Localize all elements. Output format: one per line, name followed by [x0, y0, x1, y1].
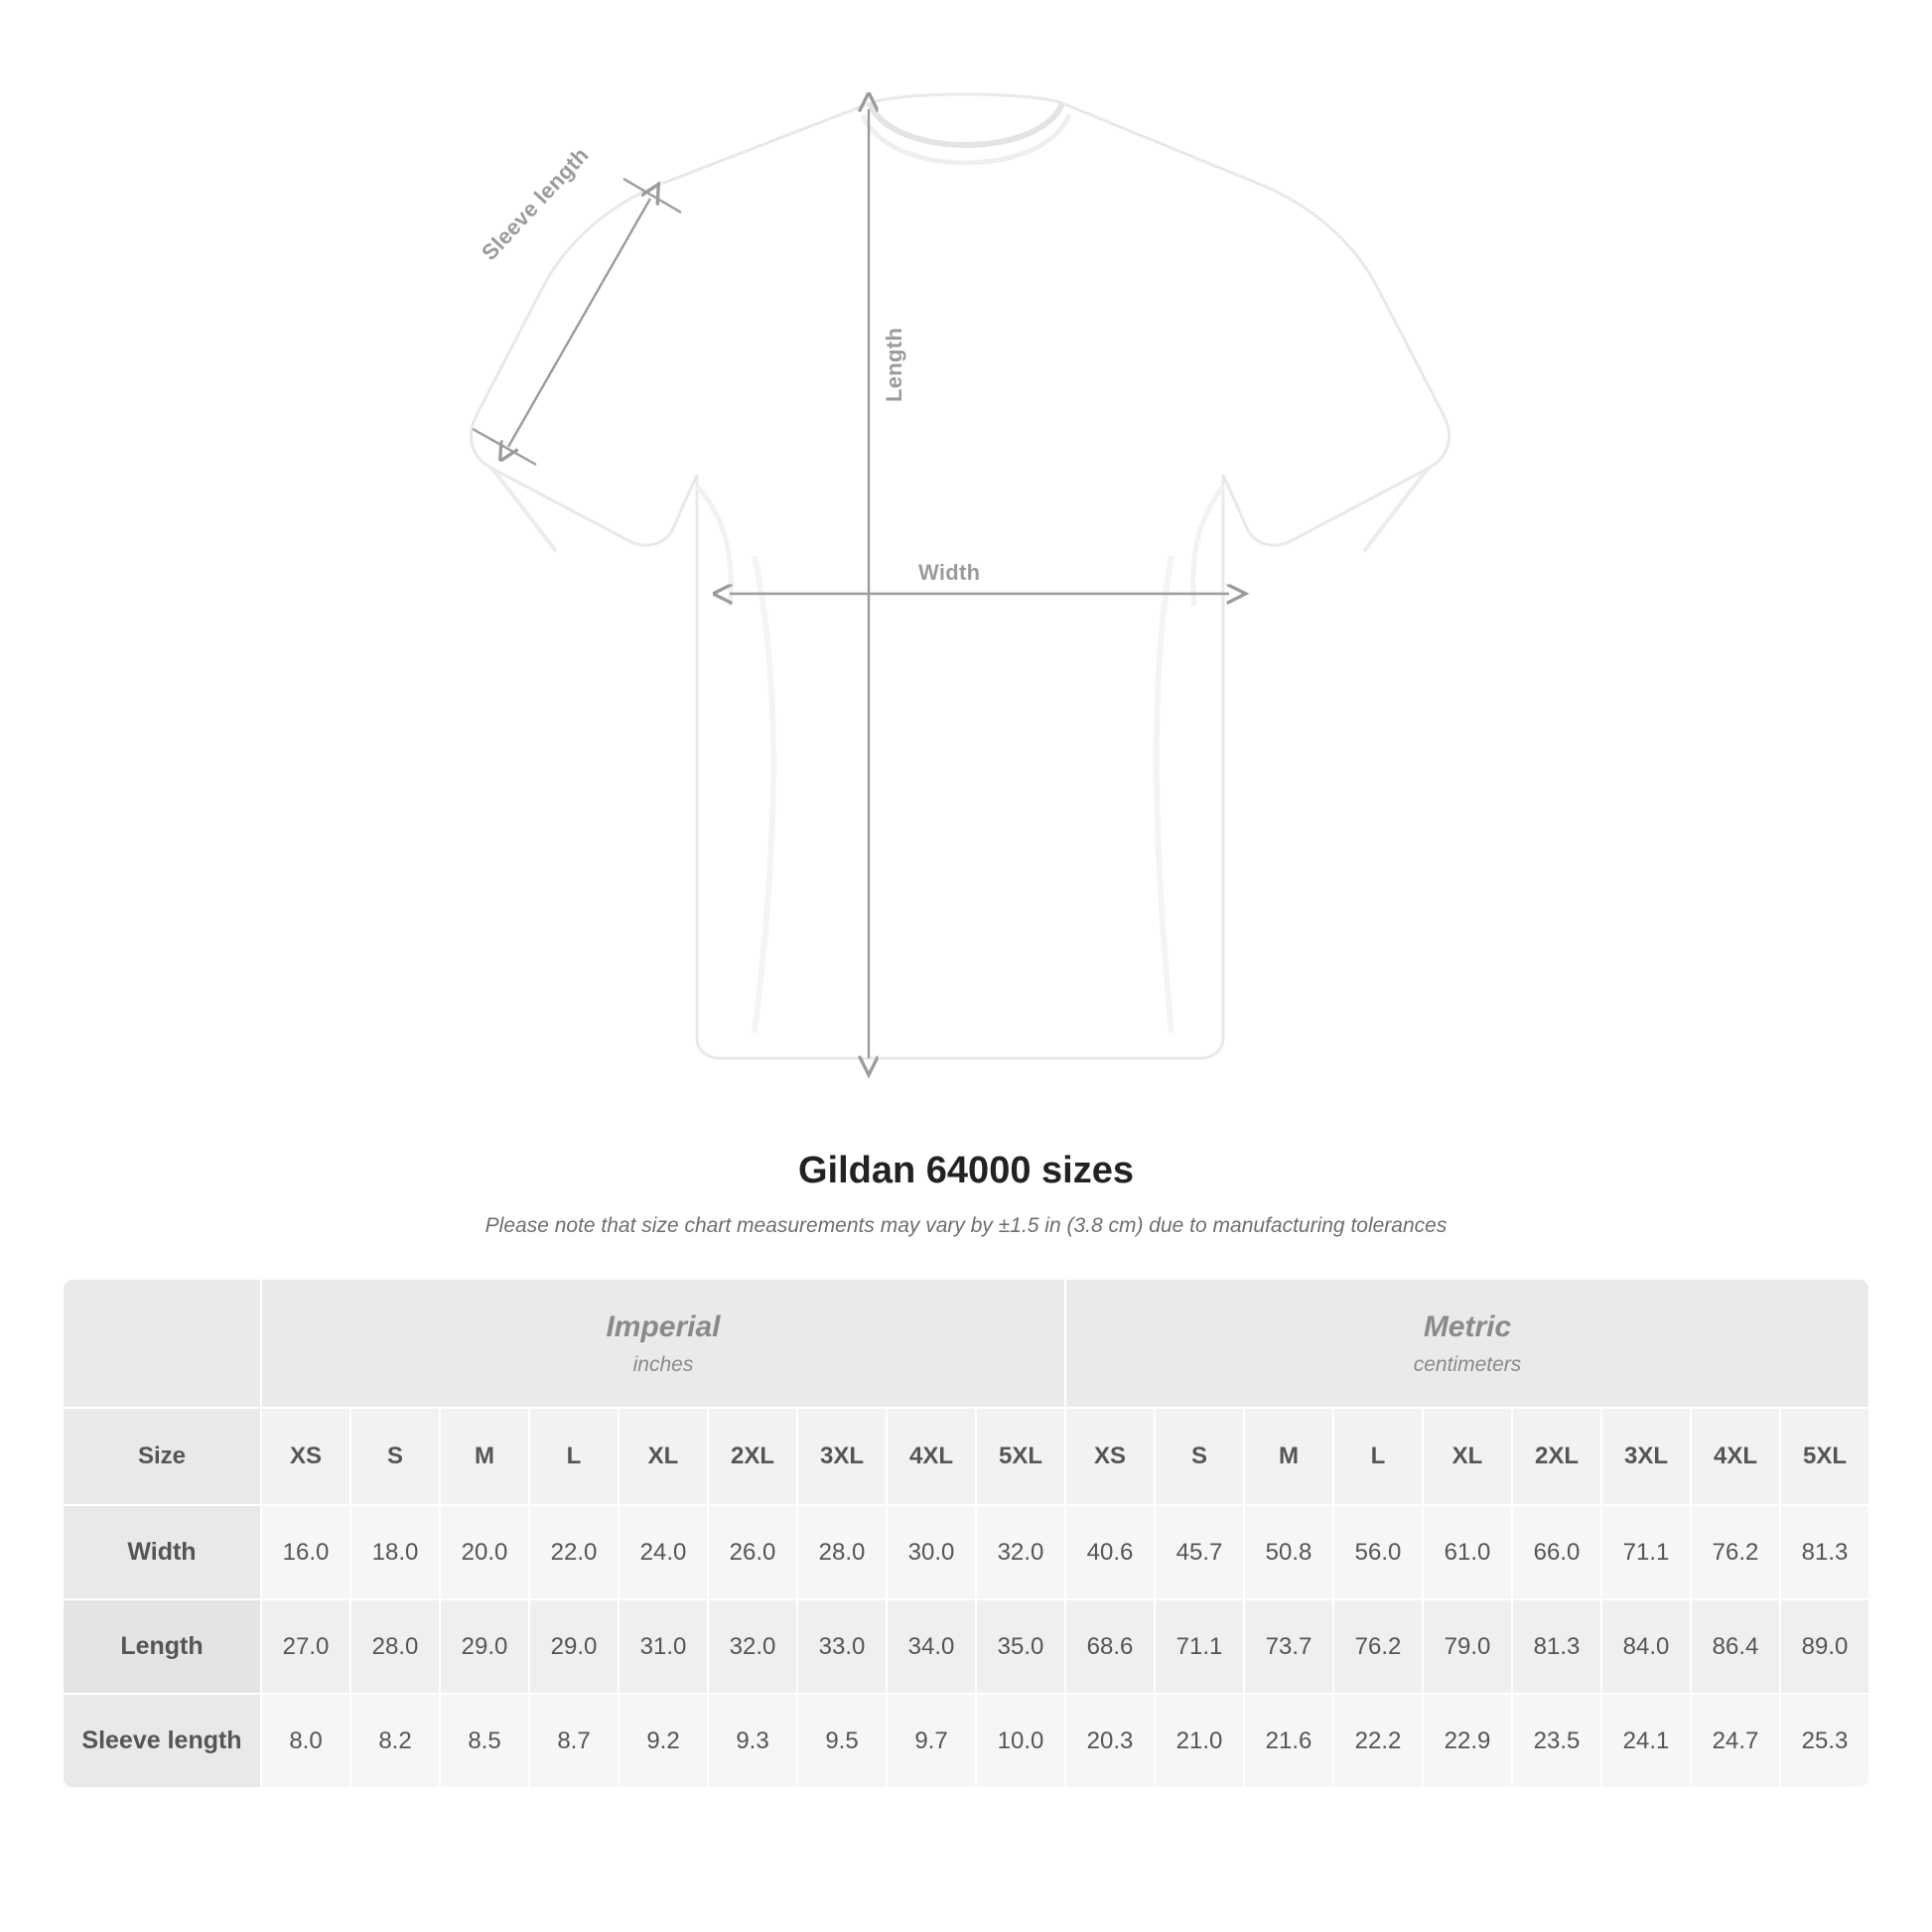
size-header-cell: XL: [1423, 1408, 1512, 1505]
table-cell: 61.0: [1423, 1505, 1512, 1599]
table-cell: 71.1: [1155, 1599, 1244, 1694]
table-cell: 29.0: [529, 1599, 619, 1694]
size-header-cell: XS: [1065, 1408, 1155, 1505]
length-label: Length: [882, 327, 906, 402]
table-cell: 20.3: [1065, 1694, 1155, 1788]
table-cell: 21.0: [1155, 1694, 1244, 1788]
table-cell: 24.1: [1601, 1694, 1691, 1788]
row-label: Sleeve length: [63, 1694, 261, 1788]
table-cell: 50.8: [1244, 1505, 1333, 1599]
size-header-cell: M: [440, 1408, 529, 1505]
table-cell: 18.0: [350, 1505, 440, 1599]
row-label: Width: [63, 1505, 261, 1599]
table-cell: 10.0: [976, 1694, 1065, 1788]
table-cell: 86.4: [1691, 1599, 1780, 1694]
size-header-cell: M: [1244, 1408, 1333, 1505]
size-table: [62, 1278, 1870, 1789]
table-row-width: [63, 1505, 1869, 1599]
table-cell: 8.2: [350, 1694, 440, 1788]
size-header-cell: S: [350, 1408, 440, 1505]
table-cell: 33.0: [797, 1599, 887, 1694]
size-header-cell: 4XL: [887, 1408, 976, 1505]
size-header-label: Size: [63, 1408, 261, 1505]
table-cell: 21.6: [1244, 1694, 1333, 1788]
sleeve-length-label: Sleeve length: [477, 142, 594, 266]
table-cell: 9.2: [619, 1694, 708, 1788]
table-cell: 56.0: [1333, 1505, 1423, 1599]
table-cell: 31.0: [619, 1599, 708, 1694]
size-header-cell: 3XL: [797, 1408, 887, 1505]
size-header-cell: XS: [261, 1408, 350, 1505]
table-cell: 73.7: [1244, 1599, 1333, 1694]
table-cell: 24.7: [1691, 1694, 1780, 1788]
table-cell: 8.7: [529, 1694, 619, 1788]
table-cell: 24.0: [619, 1505, 708, 1599]
tolerance-note: Please note that size chart measurements may vary by ±1.5 in (3.8 cm) due to manufacturing tolerances: [484, 1214, 1448, 1237]
table-cell: 20.0: [440, 1505, 529, 1599]
table-cell: 71.1: [1601, 1505, 1691, 1599]
table-cell: 25.3: [1780, 1694, 1869, 1788]
table-cell: 9.7: [887, 1694, 976, 1788]
table-cell: 23.5: [1512, 1694, 1601, 1788]
table-cell: 81.3: [1512, 1599, 1601, 1694]
table-cell: 66.0: [1512, 1505, 1601, 1599]
table-cell: 8.5: [440, 1694, 529, 1788]
unit-header-row: [63, 1279, 1869, 1408]
table-cell: 84.0: [1601, 1599, 1691, 1694]
table-cell: 45.7: [1155, 1505, 1244, 1599]
unit-sub-imperial: inches: [632, 1352, 694, 1376]
table-cell: 30.0: [887, 1505, 976, 1599]
size-header-cell: 2XL: [708, 1408, 797, 1505]
size-header-cell: XL: [619, 1408, 708, 1505]
table-cell: 35.0: [976, 1599, 1065, 1694]
table-cell: 32.0: [708, 1599, 797, 1694]
size-table-container: [62, 1278, 1870, 1789]
size-header-cell: 3XL: [1601, 1408, 1691, 1505]
size-header-cell: 4XL: [1691, 1408, 1780, 1505]
table-row-length: [63, 1599, 1869, 1694]
size-header-cell: 2XL: [1512, 1408, 1601, 1505]
page-title: Gildan 64000 sizes: [798, 1150, 1134, 1191]
unit-header-imperial: [261, 1279, 1065, 1408]
table-cell: 26.0: [708, 1505, 797, 1599]
table-cell: 76.2: [1333, 1599, 1423, 1694]
unit-name-metric: Metric: [1423, 1311, 1512, 1343]
size-header-cell: L: [529, 1408, 619, 1505]
table-cell: 79.0: [1423, 1599, 1512, 1694]
row-label: Length: [63, 1599, 261, 1694]
size-header-cell: L: [1333, 1408, 1423, 1505]
size-header-cell: 5XL: [1780, 1408, 1869, 1505]
table-cell: 27.0: [261, 1599, 350, 1694]
size-header-cell: S: [1155, 1408, 1244, 1505]
unit-sub-metric: centimeters: [1413, 1352, 1522, 1376]
size-header-cell: 5XL: [976, 1408, 1065, 1505]
table-cell: 81.3: [1780, 1505, 1869, 1599]
table-cell: 22.2: [1333, 1694, 1423, 1788]
table-cell: 40.6: [1065, 1505, 1155, 1599]
table-cell: 29.0: [440, 1599, 529, 1694]
unit-name-imperial: Imperial: [606, 1311, 721, 1343]
table-cell: 28.0: [797, 1505, 887, 1599]
table-cell: 22.9: [1423, 1694, 1512, 1788]
table-cell: 68.6: [1065, 1599, 1155, 1694]
table-cell: 9.3: [708, 1694, 797, 1788]
table-cell: 22.0: [529, 1505, 619, 1599]
width-label: Width: [918, 560, 981, 585]
table-cell: 28.0: [350, 1599, 440, 1694]
unit-header-metric: [1065, 1279, 1869, 1408]
table-cell: 34.0: [887, 1599, 976, 1694]
size-header-row: [63, 1408, 1869, 1505]
table-cell: 76.2: [1691, 1505, 1780, 1599]
table-row-sleeve-length: [63, 1694, 1869, 1788]
table-cell: 16.0: [261, 1505, 350, 1599]
unit-header-spacer: [63, 1279, 261, 1408]
table-cell: 32.0: [976, 1505, 1065, 1599]
table-cell: 8.0: [261, 1694, 350, 1788]
table-cell: 9.5: [797, 1694, 887, 1788]
table-cell: 89.0: [1780, 1599, 1869, 1694]
